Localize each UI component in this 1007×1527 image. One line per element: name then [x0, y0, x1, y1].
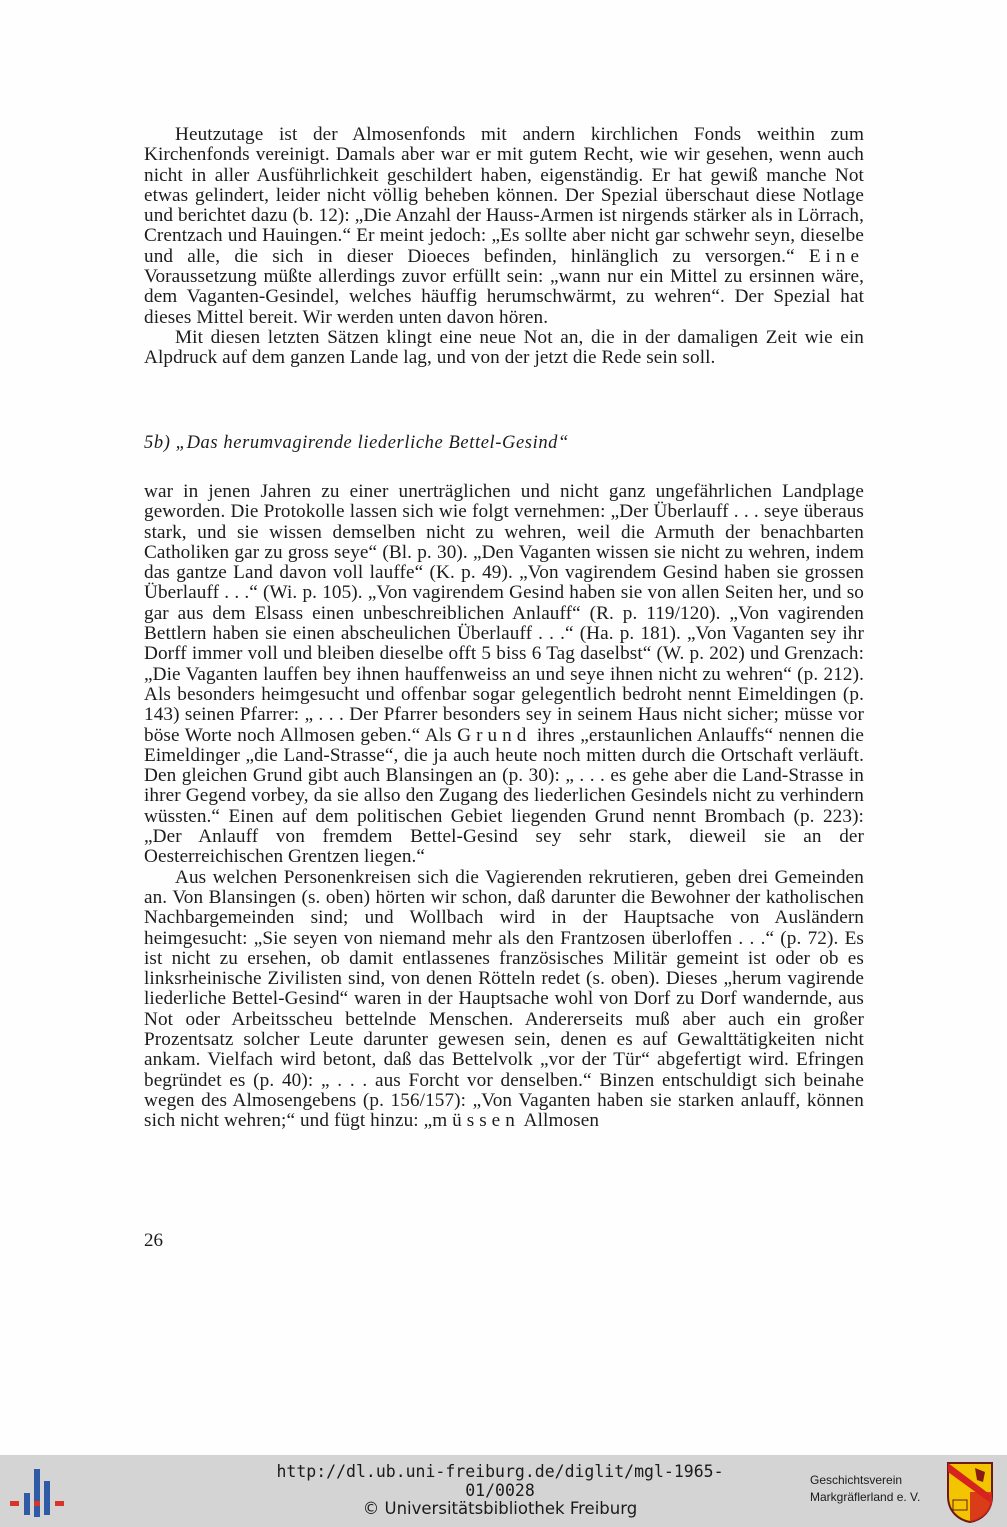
- paragraph: [144, 125, 864, 328]
- copyright-text: © Universitätsbibliothek Freiburg: [362, 1499, 638, 1518]
- emphasis-spaced-text: müssen: [432, 1110, 520, 1132]
- text-run: Voraussetzung müßte allerdings zuvor erfüllt sein: „wann nur ein Mittel zu ersinnen wäre, dem Vaganten-Gesindel, welches häuffig herumschwärmt, zu wehren“. Der Spezial hat dieses Mittel bereit. Wir werden unten davon hören.: [144, 266, 864, 328]
- text-run: Heutzutage ist der Almosenfonds mit andern kirchlichen Fonds weithin zum Kirchenfonds vereinigt. Damals aber war er mit gutem Recht, wie wir gesehen, wenn auch nicht in aller Ausführlichkeit geschildert haben, eigenständig. Er hat gewiß manche Not etwas gelindert, leider nicht völlig beheben können. Der Spezial überschaut diese Notlage und berichtet dazu (b. 12): „Die Anzahl der Hauss-Armen ist nirgends stärker als in Lörrach, Crentzach und Hauingen.“ Er meint jedoch: „Es sollte aber nicht gar schwehr seyn, dieselbe und alle, die sich in dieser Dioeces befinden, hinlänglich zu versorgen.“: [144, 124, 864, 267]
- society-line-1: Geschichtsverein: [810, 1473, 903, 1487]
- ub-freiburg-logo-icon[interactable]: [10, 1467, 68, 1519]
- text-run: ihres „erstaunlichen Anlauffs“ nennen die Eimeldinger „die Land-Strasse“, die ja auch heute noch mitten durch die Ortschaft verläuft. Den gleichen Grund gibt auch Blansingen an (p. 30): „ . . . es gehe aber die Land-Strasse in ihrer Gegend vorbey, da sie allso den Zugang des liederlichen Gesindels nicht zu verhindern wüssten.“ Einen auf dem politischen Gebiet liegenden Grund nennt Brombach (p. 223): „Der Anlauff von fremdem Bettel-Gesind sey sehr stark, dieweil sie an der Oesterreichischen Grentzen liegen.“: [144, 724, 864, 868]
- paragraph: [144, 868, 864, 1132]
- section-heading: 5b) „Das herumvagirende liederliche Bettel-Gesind“: [144, 433, 569, 453]
- emphasis-spaced-text: Eine: [808, 245, 864, 267]
- emphasis-spaced-text: Grund: [457, 724, 532, 746]
- paragraph: [144, 328, 864, 369]
- paragraph: [144, 482, 864, 868]
- text-run: Mit diesen letzten Sätzen klingt eine neue Not an, die in der damaligen Zeit wie ein Alpdruck auf dem ganzen Lande lag, und von der jetzt die Rede sein soll.: [144, 326, 864, 369]
- society-line-2: Markgräflerland e. V.: [810, 1490, 921, 1504]
- text-run: Aus welchen Personenkreisen sich die Vagierenden rekrutieren, geben drei Gemeinden an. Von Blansingen (s. oben) hörten wir schon, daß darunter die Bewohner der katholischen Nachbargemeinden sind; und Wollbach wird in der Hauptsache von Ausländern heimgesucht: „Sie seyen von niemand mehr als den Frantzosen überloffen . . .“ (p. 72). Es ist nicht zu ersehen, ob damit entlassenes französisches Militär gemeint ist oder ob es linksrheinische Zivilisten sind, von denen Rötteln redet (s. oben). Dieses „herum vagirende liederliche Bettel-Gesind“ waren in der Hauptsache wohl von Dorf zu Dorf wandernde, aus Not oder Arbeitsscheu bettelnde Menschen. Andererseits muß aber auch ein großer Prozentsatz solcher Leute darunter gewesen sein, denen es auf Gewalttätigkeiten nicht ankam. Vielfach wird betont, daß das Bettelvolk „vor der Tür“ abgefertigt wird. Efringen begründet es (p. 40): „ . . . aus Forcht vor denselben.“ Binzen entschuldigt sich beinahe wegen des Almosengebens (p. 156/157): „Von Vaganten haben sie starken anlauff, können sich nicht wehren;“ und fügt hinzu: „: [144, 866, 864, 1132]
- text-run: war in jenen Jahren zu einer unerträglichen und nicht ganz ungefährlichen Landplage geworden. Die Protokolle lassen sich wie folgt vernehmen: „Der Überlauff . . . seye überaus stark, und sie wissen demselben nicht zu wehren, weil die Armuth der benachbarten Catholiken gar zu gross seye“ (Bl. p. 30). „Den Vaganten wissen sie nicht zu wehren, indem das gantze Land davon voll lauffe“ (K. p. 49). „Von vagirendem Gesind haben sie grossen Überlauff . . .“ (Wi. p. 105). „Von vagirendem Gesind haben sie von allen Seiten her, und so gar aus dem Elsass einen unbeschreiblichen Anlauff“ (R. p. 119/120). „Von vagirenden Bettlern haben sie einen abscheulichen Überlauff . . .“ (Ha. p. 181). „Von Vaganten sey ihr Dorff immer voll und bleiben dieselbe offt 5 biss 6 Tag daselbst“ (W. p. 202) und Grenzach: „Die Vaganten lauffen bey ihnen hauffenweiss an und seye ihnen nicht zu wehren“ (p. 212). Als besonders heimgesucht und offenbar sogar gelegentlich bedroht nennt Eimeldingen (p. 143) seinen Pfarrer: „ . . . Der Pfarrer besonders sey in seinem Haus nicht sicher; müsse vor böse Worte noch Allmosen geben.“ Als: [144, 481, 864, 746]
- coat-of-arms-icon[interactable]: [945, 1460, 995, 1524]
- society-name: [810, 1472, 945, 1506]
- body-text-top: [144, 125, 864, 369]
- body-text-bottom: [144, 482, 864, 1132]
- page-number: 26: [144, 1230, 163, 1251]
- text-run: Allmosen: [519, 1110, 600, 1132]
- document-url-link[interactable]: http://dl.ub.uni-freiburg.de/diglit/mgl-1965-01/0028: [276, 1462, 724, 1500]
- footer-bar: [0, 1455, 1007, 1527]
